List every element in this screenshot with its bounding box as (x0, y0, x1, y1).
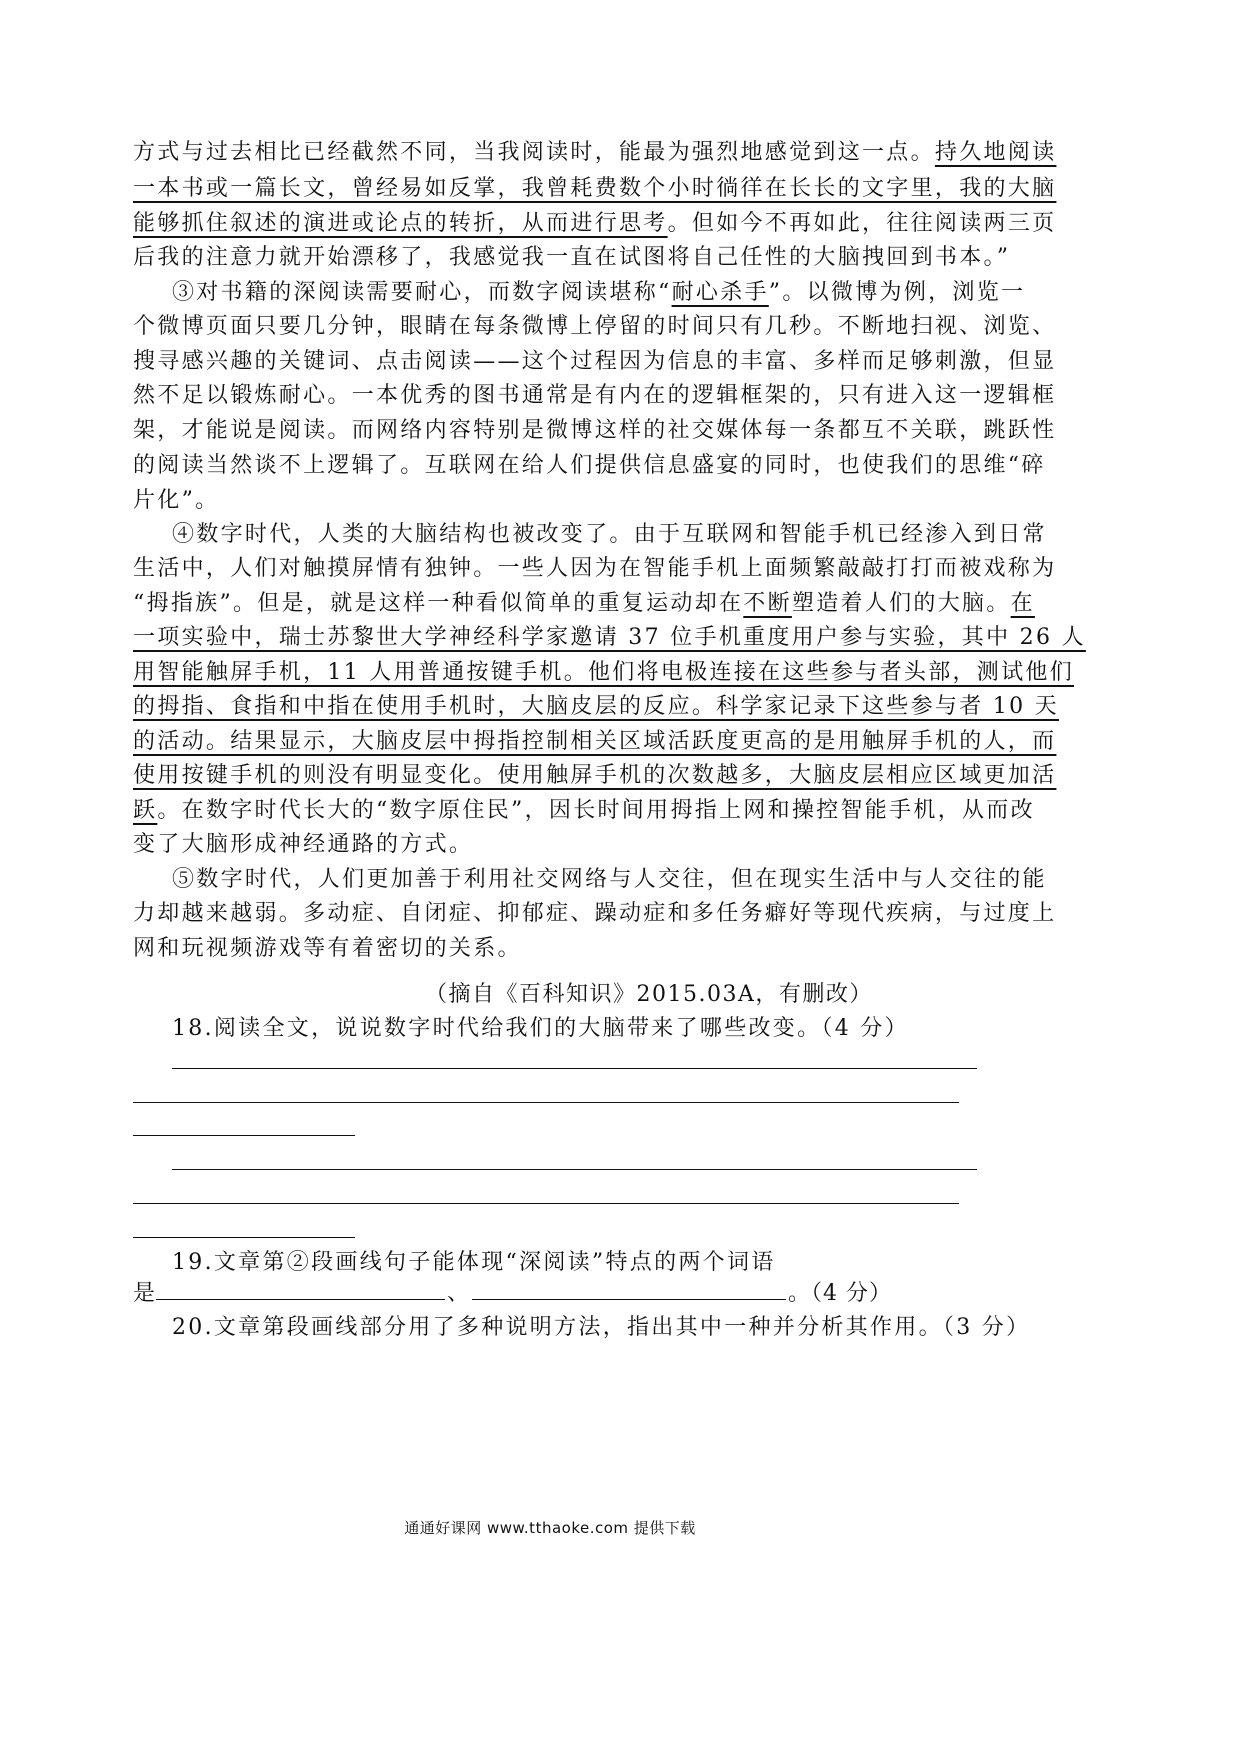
answer-line-18-2[interactable] (133, 1102, 959, 1103)
paragraph-4-line-9: 跃。在数字时代长大的“数字原住民”，因长时间用拇指上网和操控智能手机，从而改 (133, 798, 1035, 823)
paragraph-4-line-6 (133, 690, 1059, 724)
question-19-answer-row: 是 、 。（4 分） (133, 1277, 978, 1311)
paragraph-2-line-4: 后我的注意力就开始漂移了，我感觉我一直在试图将自己任性的大脑拽回到书本。” (133, 245, 1011, 270)
answer-line-18-4[interactable] (172, 1169, 977, 1170)
page-footer: 通通好课网 www.tthaoke.com 提供下载 (404, 1519, 696, 1537)
underlined-term: 不断 (743, 591, 792, 616)
underlined-sentence: 持久地阅读 (934, 140, 1057, 165)
underlined-sentence: 的活动。结果显示，大脑皮层中拇指控制相关区域活跃度更高的是用触屏手机的人，而 (133, 729, 1057, 754)
paragraph-4-line-4 (133, 621, 1086, 655)
paragraph-3-line-2: 个微博页面只要几分钟，眼睛在每条微博上停留的时间只有几秒。不断地扫视、浏览、 (133, 314, 1057, 339)
paragraph-4-line-10: 变了大脑形成神经通路的方式。 (133, 832, 474, 857)
answer-line-18-5[interactable] (133, 1203, 959, 1204)
paragraph-5-line-2: 力却越来越弱。多动症、自闭症、抑郁症、躁动症和多任务癖好等现代疾病，与过度上 (133, 901, 1057, 926)
answer-blank-19-2[interactable] (472, 1277, 786, 1300)
paragraph-3-line-1: ③对书籍的深阅读需要耐心，而数字阅读堪称“耐心杀手”。以微博为例，浏览一 (172, 280, 1026, 305)
paragraph-4-line-8 (133, 759, 1057, 793)
underlined-term: 耐心杀手 (671, 280, 769, 305)
paragraph-4-line-7 (133, 725, 1057, 759)
paragraph-3-line-7: 片化”。 (133, 488, 220, 513)
question-20: 20.文章第段画线部分用了多种说明方法，指出其中一种并分析其作用。（3 分） (172, 1315, 1031, 1340)
underlined-sentence: 一项实验中，瑞士苏黎世大学神经科学家邀请 37 位手机重度用户参与实验，其中 26 人 (133, 625, 1086, 650)
underlined-sentence: 一本书或一篇长文，曾经易如反掌，我曾耗费数个小时徜徉在长长的文字里，我的大脑 (133, 176, 1057, 201)
answer-blank-19-1[interactable] (156, 1277, 445, 1300)
underlined-sentence: 用智能触屏手机，11 人用普通按键手机。他们将电极连接在这些参与者头部，测试他们 (133, 660, 1074, 685)
paragraph-4-line-1: ④数字时代，人类的大脑结构也被改变了。由于互联网和智能手机已经渗入到日常 (172, 522, 1047, 547)
paragraph-4-line-5 (133, 656, 1074, 690)
underlined-sentence: 的拇指、食指和中指在使用手机时，大脑皮层的反应。科学家记录下这些参与者 10 天 (133, 694, 1059, 719)
paragraph-3-line-6: 的阅读当然谈不上逻辑了。互联网在给人们提供信息盛宴的同时，也使我们的思维“碎 (133, 453, 1046, 478)
paragraph-3-line-3: 搜寻感兴趣的关键词、点击阅读——这个过程因为信息的丰富、多样而足够刺激，但显 (133, 349, 1057, 374)
question-18: 18.阅读全文，说说数字时代给我们的大脑带来了哪些改变。（4 分） (172, 1016, 909, 1041)
paragraph-4-line-2: 生活中，人们对触摸屏情有独钟。一些人因为在智能手机上面频繁敲敲打打而被戏称为 (133, 556, 1057, 581)
paragraph-2-line-1: 方式与过去相比已经截然不同，当我阅读时，能最为强烈地感觉到这一点。持久地阅读 (133, 140, 1057, 165)
paragraph-2-line-3: 能够抓住叙述的演进或论点的转折，从而进行思考。但如今不再如此，往往阅读两三页 (133, 211, 1057, 236)
underlined-sentence: 在 (1010, 591, 1035, 616)
underlined-sentence: 使用按键手机的则没有明显变化。使用触屏手机的次数越多，大脑皮层相应区域更加活 (133, 763, 1057, 788)
paragraph-3-line-5: 架，才能说是阅读。而网络内容特别是微博这样的社交媒体每一条都互不关联，跳跃性 (133, 418, 1057, 443)
answer-line-18-1[interactable] (172, 1068, 977, 1069)
paragraph-5-line-1: ⑤数字时代，人们更加善于利用社交网络与人交往，但在现实生活中与人交往的能 (172, 867, 1047, 892)
source-citation: （摘自《百科知识》2015.03A，有删改） (425, 982, 873, 1007)
answer-line-18-3[interactable] (133, 1135, 355, 1136)
answer-line-18-6[interactable] (133, 1237, 355, 1238)
paragraph-5-line-3: 网和玩视频游戏等有着密切的关系。 (133, 936, 522, 961)
paragraph-3-line-4: 然不足以锻炼耐心。一本优秀的图书通常是有内在的逻辑框架的，只有进入这一逻辑框 (133, 383, 1057, 408)
underlined-sentence: 跃 (133, 798, 158, 823)
paragraph-2-line-2 (133, 172, 1057, 206)
question-19: 19.文章第②段画线句子能体现“深阅读”特点的两个词语 (172, 1250, 776, 1275)
underlined-sentence: 能够抓住叙述的演进或论点的转折，从而进行思考 (133, 211, 668, 236)
paragraph-4-line-3: “拇指族”。但是，就是这样一种看似简单的重复运动却在不断塑造着人们的大脑。在 (133, 591, 1035, 616)
